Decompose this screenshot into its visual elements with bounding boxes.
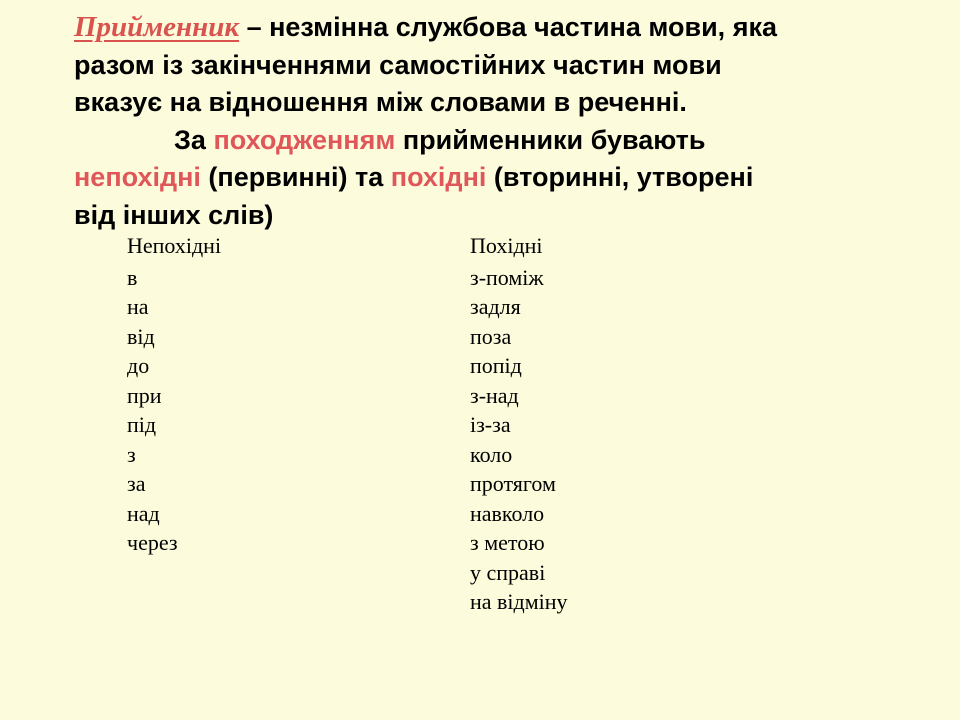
intro-line-5-suffix: (вторинні, утворені (486, 162, 754, 192)
primary-prepositions-list (127, 231, 221, 558)
list-item: на відміну (470, 589, 568, 614)
intro-line-5-mid: (первинні) та (200, 162, 391, 192)
list-item: з (127, 441, 136, 467)
list-item: через (127, 530, 178, 555)
intro-line-1 (74, 9, 914, 47)
list-item: з метою (470, 530, 545, 555)
intro-line-6: від інших слів) (74, 199, 274, 230)
intro-line-3: вказує на відношення між словами в реченні. (74, 87, 687, 117)
definition-term: Прийменник (74, 11, 240, 43)
intro-line-5 (74, 159, 914, 197)
list-item: від (127, 323, 155, 349)
list-item: на (127, 294, 149, 319)
list-item: над (127, 500, 160, 526)
list-item: попід (470, 353, 522, 378)
origin-keyword: походженням (213, 124, 396, 155)
list-item: до (127, 353, 150, 378)
list-item: протягом (470, 471, 556, 496)
list-item: при (127, 382, 162, 408)
list-item: коло (470, 441, 513, 467)
derived-keyword: похідні (390, 162, 487, 192)
list-item: з-поміж (470, 264, 544, 290)
list-item: у справі (470, 559, 546, 585)
list-item: поза (470, 323, 512, 349)
intro-line-4 (74, 122, 914, 160)
intro-line-4-suffix: прийменники бувають (395, 124, 706, 155)
primary-prepositions-heading: Непохідні (127, 233, 222, 258)
list-item: з-над (470, 382, 519, 408)
derived-prepositions-list (470, 231, 568, 617)
definition-text: – незмінна службова частина мови, яка (239, 12, 777, 42)
list-item: навколо (470, 500, 545, 526)
derived-prepositions-heading: Похідні (470, 233, 543, 258)
intro-line-2: разом із закінченнями самостійних частин мови (74, 49, 722, 80)
list-item: із-за (470, 412, 511, 437)
list-item: під (127, 412, 157, 437)
intro-line-4-prefix: За (174, 124, 214, 155)
intro-paragraph (74, 9, 914, 234)
list-item: за (127, 471, 146, 496)
primary-keyword: непохідні (74, 162, 201, 192)
list-item: задля (470, 294, 521, 319)
list-item: в (127, 264, 138, 290)
